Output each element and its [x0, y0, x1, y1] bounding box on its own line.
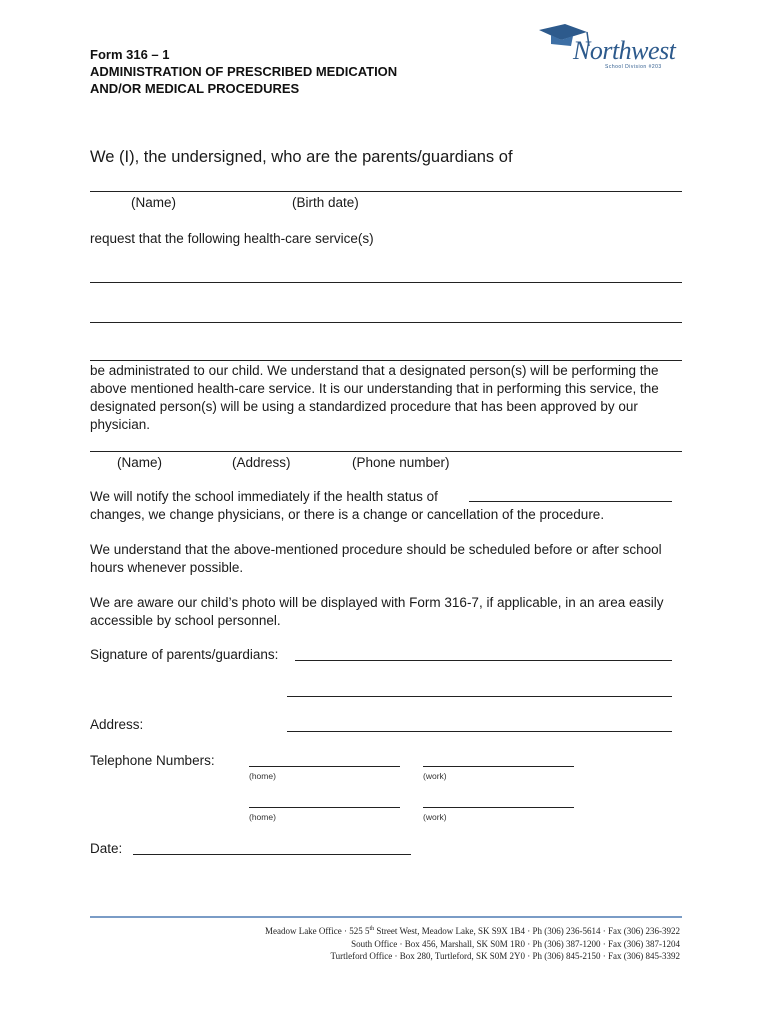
contact-phone-label: (Phone number)	[352, 455, 450, 470]
signature-line-2[interactable]	[287, 696, 672, 697]
home-phone-line-1[interactable]	[249, 766, 400, 767]
logo-subtitle: School Division #203	[605, 64, 662, 70]
request-text: request that the following health-care service(s)	[90, 231, 374, 246]
notify-text-2: changes, we change physicians, or there is a change or cancellation of the procedure.	[90, 507, 605, 522]
signature-label: Signature of parents/guardians:	[90, 647, 279, 662]
service-line-2[interactable]	[90, 322, 682, 323]
form-title-line2: AND/OR MEDICAL PROCEDURES	[90, 81, 300, 96]
footer-turtleford: Turtleford Office · Box 280, Turtleford, SK S0M 2Y0 · Ph (306) 845-2150 · Fax (306) 845-3392	[330, 951, 680, 961]
contact-line[interactable]	[90, 451, 682, 452]
footer-south-office: South Office · Box 456, Marshall, SK S0M 1R0 · Ph (306) 387-1200 · Fax (306) 387-1204	[351, 938, 680, 949]
service-line-1[interactable]	[90, 282, 682, 283]
birthdate-label: (Birth date)	[292, 195, 359, 210]
telephone-label: Telephone Numbers:	[90, 753, 215, 768]
health-status-line[interactable]	[469, 501, 672, 502]
contact-name-label: (Name)	[117, 455, 163, 470]
footer-rule	[90, 916, 682, 918]
home-label-2: (home)	[249, 812, 276, 822]
work-label-2: (work)	[423, 812, 447, 822]
signature-line-1[interactable]	[295, 660, 672, 661]
footer-meadow-lake: Meadow Lake Office · 525 5th Street West, Meadow Lake, SK S9X 1B4 · Ph (306) 236-5614 · Fax (306) 236-3922	[264, 926, 680, 936]
intro-text: We (I), the undersigned, who are the parents/guardians of	[90, 148, 513, 166]
notify-text-1: We will notify the school immediately if the health status of	[90, 489, 438, 504]
form-number: Form 316 – 1	[90, 47, 170, 62]
address-line[interactable]	[287, 731, 672, 732]
home-label-1: (home)	[249, 771, 276, 781]
contact-address-label: (Address)	[232, 455, 291, 470]
work-label-1: (work)	[423, 771, 447, 781]
service-line-3[interactable]	[90, 360, 682, 361]
work-phone-line-2[interactable]	[423, 807, 574, 808]
administered-paragraph: be administrated to our child. We understand that a designated person(s) will be performing the above mentioned health-care service. It is our understanding that in performing this service, the designated person(s) will be using a standardized procedure that has been approved by our physician.	[90, 363, 659, 432]
name-label: (Name)	[131, 195, 177, 210]
logo-wordmark: Northwest	[573, 36, 676, 65]
child-name-line[interactable]	[90, 191, 682, 192]
work-phone-line-1[interactable]	[423, 766, 574, 767]
footer-addresses	[265, 923, 680, 963]
form-header	[90, 46, 397, 97]
date-label: Date:	[90, 841, 123, 856]
address-label: Address:	[90, 717, 144, 732]
schedule-paragraph: We understand that the above-mentioned procedure should be scheduled before or after school hours whenever possible.	[90, 542, 662, 575]
home-phone-line-2[interactable]	[249, 807, 400, 808]
northwest-logo	[535, 22, 685, 77]
date-line[interactable]	[133, 854, 411, 855]
photo-paragraph: We are aware our child’s photo will be displayed with Form 316-7, if applicable, in an area easily accessible by school personnel.	[90, 595, 664, 628]
form-title-line1: ADMINISTRATION OF PRESCRIBED MEDICATION	[90, 64, 398, 79]
